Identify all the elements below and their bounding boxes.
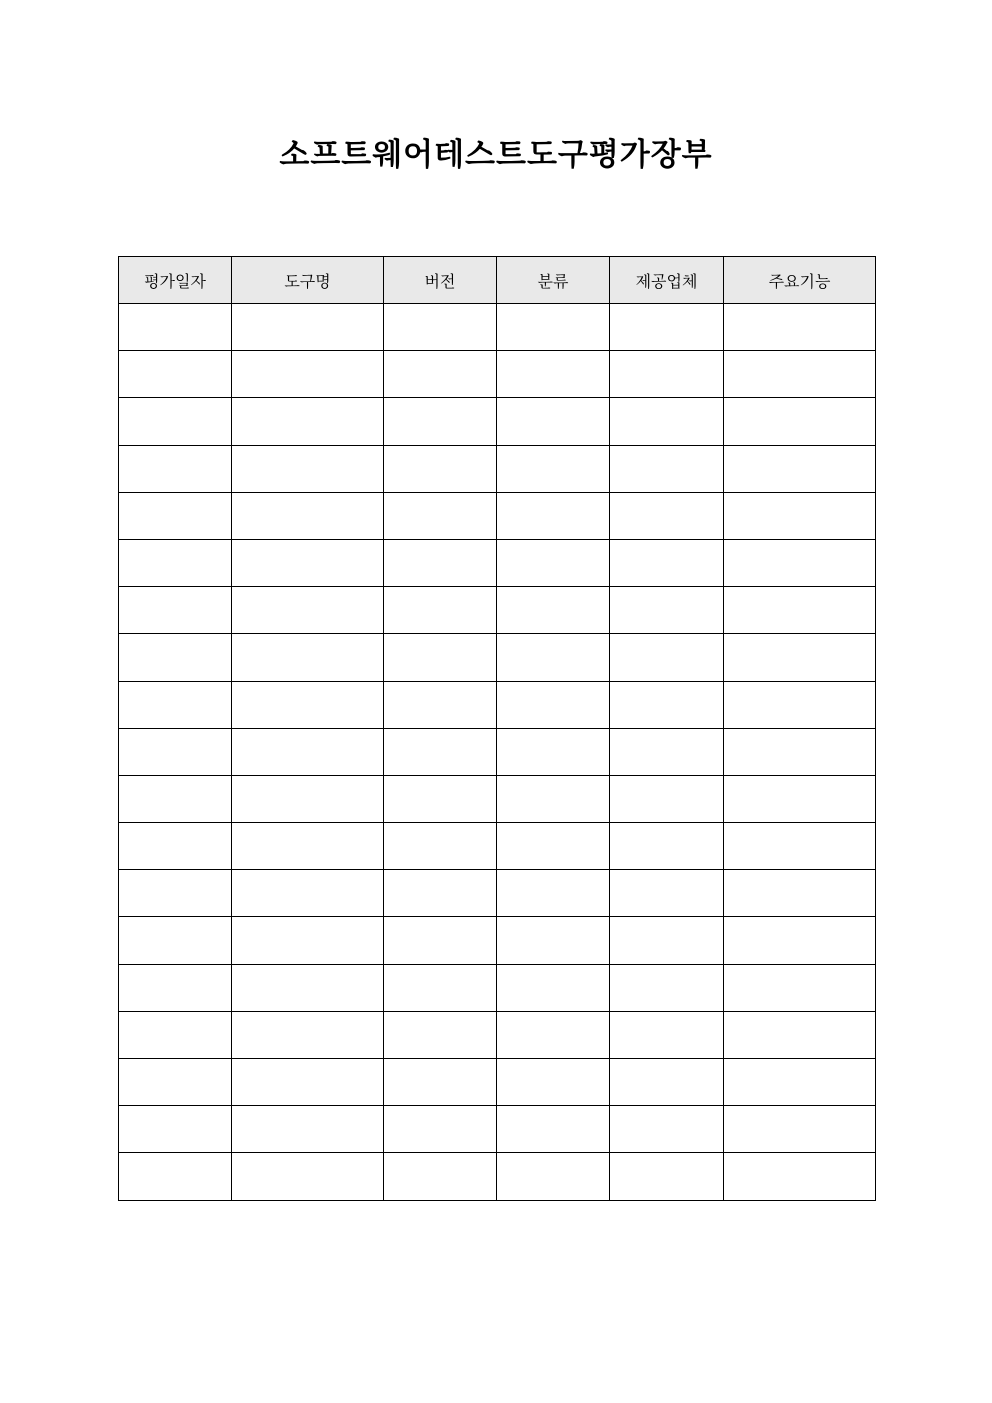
cell-version[interactable] [384,917,497,964]
cell-version[interactable] [384,587,497,634]
column-header-main-features: 주요기능 [724,257,876,304]
cell-version[interactable] [384,351,497,398]
cell-main-features[interactable] [724,681,876,728]
cell-vendor[interactable] [610,492,724,539]
cell-category[interactable] [497,823,610,870]
cell-tool-name[interactable] [232,823,384,870]
table-row [119,351,876,398]
cell-main-features[interactable] [724,351,876,398]
cell-main-features[interactable] [724,775,876,822]
cell-category[interactable] [497,1106,610,1153]
cell-evaluation-date[interactable] [119,775,232,822]
cell-tool-name[interactable] [232,1011,384,1058]
column-header-tool-name: 도구명 [232,257,384,304]
cell-vendor[interactable] [610,728,724,775]
cell-category[interactable] [497,870,610,917]
cell-version[interactable] [384,1106,497,1153]
cell-category[interactable] [497,587,610,634]
cell-vendor[interactable] [610,445,724,492]
table-row [119,728,876,775]
table-row [119,775,876,822]
cell-version[interactable] [384,539,497,586]
table-row [119,823,876,870]
cell-main-features[interactable] [724,1153,876,1200]
table-body [119,304,876,1201]
cell-vendor[interactable] [610,917,724,964]
cell-version[interactable] [384,304,497,351]
cell-category[interactable] [497,917,610,964]
cell-version[interactable] [384,775,497,822]
table-row [119,398,876,445]
cell-version[interactable] [384,728,497,775]
cell-category[interactable] [497,728,610,775]
cell-evaluation-date[interactable] [119,1059,232,1106]
table-row [119,539,876,586]
cell-main-features[interactable] [724,634,876,681]
cell-category[interactable] [497,634,610,681]
cell-evaluation-date[interactable] [119,1011,232,1058]
cell-tool-name[interactable] [232,1153,384,1200]
table-row [119,917,876,964]
cell-main-features[interactable] [724,1059,876,1106]
table-row [119,1106,876,1153]
cell-category[interactable] [497,681,610,728]
cell-tool-name[interactable] [232,634,384,681]
cell-tool-name[interactable] [232,728,384,775]
cell-vendor[interactable] [610,351,724,398]
cell-version[interactable] [384,634,497,681]
cell-evaluation-date[interactable] [119,917,232,964]
cell-category[interactable] [497,492,610,539]
cell-evaluation-date[interactable] [119,1106,232,1153]
cell-evaluation-date[interactable] [119,398,232,445]
cell-evaluation-date[interactable] [119,681,232,728]
cell-tool-name[interactable] [232,445,384,492]
cell-vendor[interactable] [610,539,724,586]
cell-tool-name[interactable] [232,681,384,728]
cell-main-features[interactable] [724,304,876,351]
cell-evaluation-date[interactable] [119,351,232,398]
evaluation-ledger-table [118,256,876,1201]
cell-version[interactable] [384,1059,497,1106]
cell-evaluation-date[interactable] [119,870,232,917]
cell-tool-name[interactable] [232,539,384,586]
cell-category[interactable] [497,1011,610,1058]
cell-evaluation-date[interactable] [119,728,232,775]
cell-main-features[interactable] [724,587,876,634]
cell-tool-name[interactable] [232,351,384,398]
cell-vendor[interactable] [610,775,724,822]
cell-vendor[interactable] [610,1059,724,1106]
cell-version[interactable] [384,398,497,445]
cell-category[interactable] [497,351,610,398]
cell-main-features[interactable] [724,492,876,539]
cell-main-features[interactable] [724,964,876,1011]
cell-tool-name[interactable] [232,398,384,445]
table-row [119,1153,876,1200]
cell-evaluation-date[interactable] [119,492,232,539]
cell-version[interactable] [384,964,497,1011]
page-title: 소프트웨어테스트도구평가장부 [279,137,713,173]
table-row [119,634,876,681]
table-row [119,492,876,539]
cell-main-features[interactable] [724,728,876,775]
cell-vendor[interactable] [610,964,724,1011]
cell-vendor[interactable] [610,823,724,870]
cell-evaluation-date[interactable] [119,634,232,681]
cell-vendor[interactable] [610,587,724,634]
cell-category[interactable] [497,1059,610,1106]
cell-tool-name[interactable] [232,870,384,917]
cell-tool-name[interactable] [232,492,384,539]
cell-main-features[interactable] [724,823,876,870]
cell-category[interactable] [497,964,610,1011]
cell-main-features[interactable] [724,1011,876,1058]
cell-vendor[interactable] [610,681,724,728]
cell-version[interactable] [384,681,497,728]
table-header-row [119,257,876,304]
cell-tool-name[interactable] [232,1059,384,1106]
cell-main-features[interactable] [724,398,876,445]
column-header-version: 버전 [384,257,497,304]
cell-tool-name[interactable] [232,587,384,634]
cell-main-features[interactable] [724,445,876,492]
cell-category[interactable] [497,539,610,586]
cell-category[interactable] [497,1153,610,1200]
table-row [119,587,876,634]
table-row [119,445,876,492]
cell-main-features[interactable] [724,917,876,964]
table-row [119,304,876,351]
cell-version[interactable] [384,870,497,917]
cell-evaluation-date[interactable] [119,1153,232,1200]
cell-evaluation-date[interactable] [119,304,232,351]
cell-version[interactable] [384,445,497,492]
cell-category[interactable] [497,398,610,445]
cell-tool-name[interactable] [232,304,384,351]
table-row [119,964,876,1011]
cell-vendor[interactable] [610,1106,724,1153]
cell-main-features[interactable] [724,1106,876,1153]
table-row [119,870,876,917]
cell-evaluation-date[interactable] [119,445,232,492]
cell-version[interactable] [384,823,497,870]
cell-evaluation-date[interactable] [119,539,232,586]
table-row [119,1011,876,1058]
cell-category[interactable] [497,304,610,351]
cell-category[interactable] [497,775,610,822]
cell-version[interactable] [384,492,497,539]
cell-vendor[interactable] [610,304,724,351]
cell-evaluation-date[interactable] [119,823,232,870]
cell-evaluation-date[interactable] [119,587,232,634]
cell-main-features[interactable] [724,870,876,917]
cell-tool-name[interactable] [232,964,384,1011]
cell-main-features[interactable] [724,539,876,586]
cell-vendor[interactable] [610,634,724,681]
column-header-category: 분류 [497,257,610,304]
table-row [119,681,876,728]
table-row [119,1059,876,1106]
cell-version[interactable] [384,1011,497,1058]
cell-vendor[interactable] [610,398,724,445]
column-header-evaluation-date: 평가일자 [119,257,232,304]
cell-tool-name[interactable] [232,1106,384,1153]
column-header-vendor: 제공업체 [610,257,724,304]
cell-category[interactable] [497,445,610,492]
cell-tool-name[interactable] [232,775,384,822]
cell-vendor[interactable] [610,1011,724,1058]
cell-vendor[interactable] [610,870,724,917]
cell-version[interactable] [384,1153,497,1200]
cell-evaluation-date[interactable] [119,964,232,1011]
cell-vendor[interactable] [610,1153,724,1200]
cell-tool-name[interactable] [232,917,384,964]
